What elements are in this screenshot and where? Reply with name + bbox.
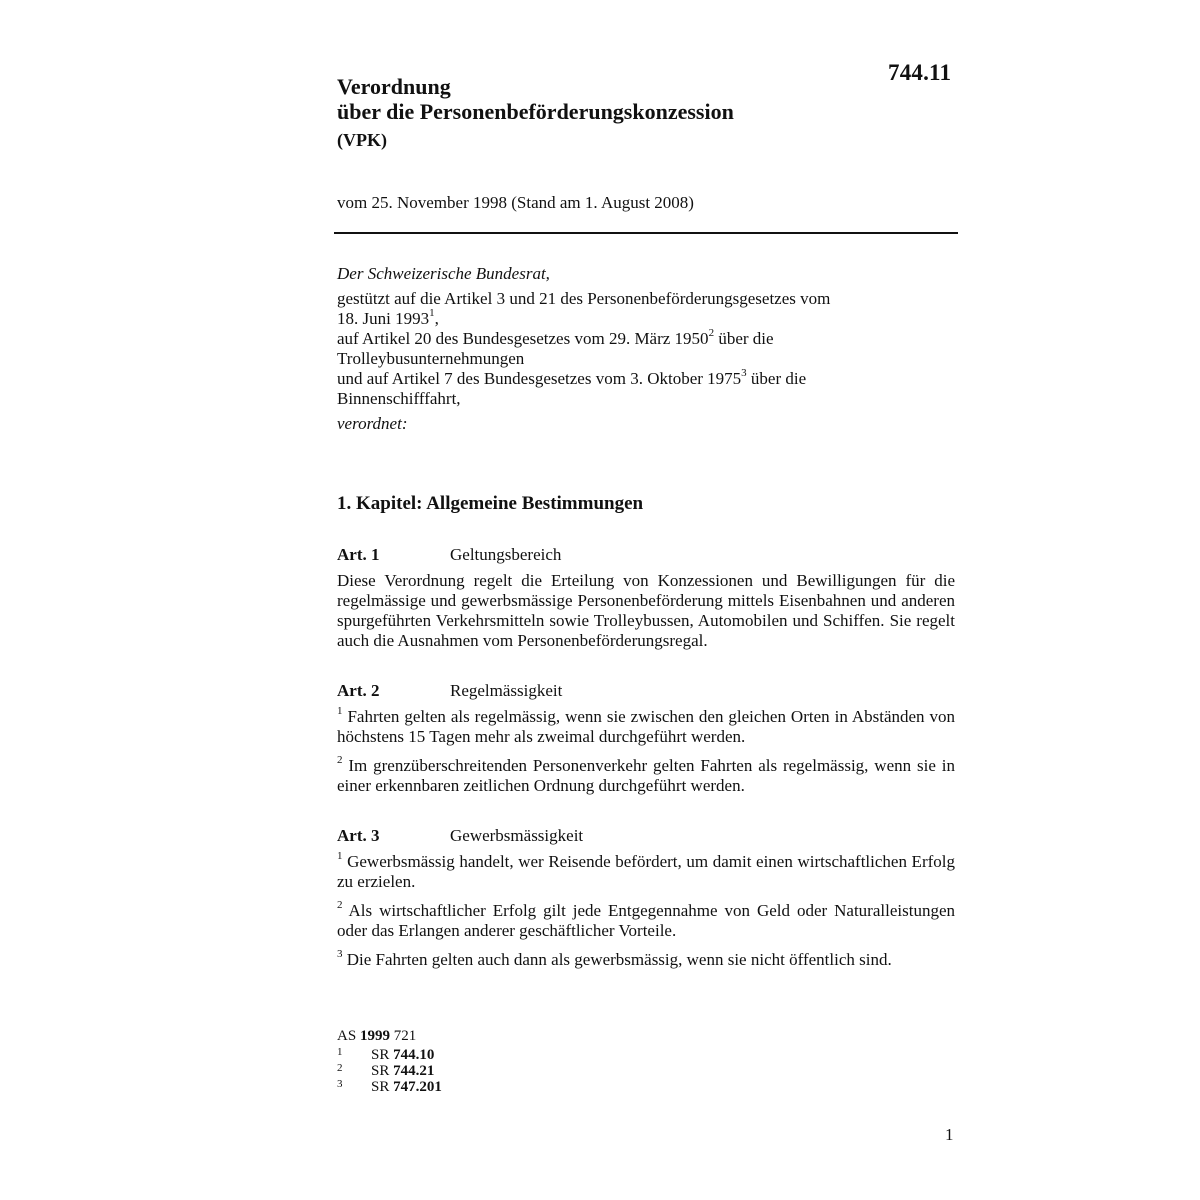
footnote-ref[interactable]: 747.201 [393, 1079, 442, 1095]
chapter-heading: 1. Kapitel: Allgemeine Bestimmungen [337, 493, 644, 514]
preamble-decree: verordnet: [337, 414, 408, 433]
paragraph-text: Im grenzüberschreitenden Personenverkehr gelten Fahrten als regelmässig, wenn sie in einer erkennbaren zeitlichen Ordnung durchgeführt werden. [337, 756, 955, 795]
preamble-basis-2-line-a [337, 329, 957, 349]
header-divider [334, 232, 958, 234]
article-paragraph [337, 571, 955, 651]
preamble-basis-2-text: auf Artikel 20 des Bundesgesetzes vom 29. März 1950 [337, 329, 709, 348]
paragraph-text: Die Fahrten gelten auch dann als gewerbsmässig, wenn sie nicht öffentlich sind. [342, 950, 892, 969]
preamble-basis-2-tail: über die [714, 329, 774, 348]
article-3 [337, 826, 955, 979]
preamble-basis-3 [337, 369, 957, 409]
paragraph-number: 2 [337, 899, 343, 912]
source-reference [337, 1028, 416, 1045]
article-number: Art. 2 [337, 681, 380, 700]
preamble-basis-3-line-b: Binnenschifffahrt, [337, 389, 461, 408]
preamble-basis-2 [337, 329, 957, 369]
footnote-number: 2 [337, 1062, 343, 1074]
source-prefix: AS [337, 1028, 360, 1044]
footnote-number: 3 [337, 1078, 343, 1090]
article-header [337, 826, 955, 846]
article-paragraph [337, 901, 955, 941]
footnote-ref-1[interactable]: 1 [429, 307, 435, 320]
preamble-basis-1-comma: , [434, 309, 439, 328]
date-line: vom 25. November 1998 (Stand am 1. August 2008) [337, 193, 694, 212]
footnote-prefix: SR [371, 1063, 394, 1079]
preamble-basis-1-line-b [337, 309, 957, 329]
article-title: Regelmässigkeit [450, 681, 563, 700]
article-title: Geltungsbereich [450, 545, 562, 564]
footnote-prefix: SR [371, 1047, 394, 1063]
preamble-basis-2-line-b: Trolleybusunternehmungen [337, 349, 525, 368]
article-paragraph [337, 852, 955, 892]
source-page: 721 [389, 1028, 417, 1044]
article-paragraph [337, 950, 955, 970]
footnote-text [371, 1079, 442, 1095]
footnote-text [371, 1063, 434, 1079]
preamble [337, 264, 957, 434]
article-paragraph [337, 756, 955, 796]
paragraph-text: Gewerbsmässig handelt, wer Reisende befördert, um damit einen wirtschaftlichen Erfolg zu erzielen. [337, 852, 955, 891]
preamble-authority: Der Schweizerische Bundesrat, [337, 264, 550, 283]
article-header [337, 545, 955, 565]
article-number: Art. 1 [337, 545, 380, 564]
article-2 [337, 681, 955, 805]
footnotes [337, 1047, 442, 1095]
footnote-number: 1 [337, 1046, 343, 1058]
footnote-ref[interactable]: 744.10 [393, 1047, 435, 1063]
preamble-basis-3-line-a [337, 369, 957, 389]
article-1 [337, 545, 955, 660]
footnote-text [371, 1047, 434, 1063]
paragraph-number: 1 [337, 850, 343, 863]
sr-number: 744.11 [888, 60, 952, 85]
footnote-prefix: SR [371, 1079, 394, 1095]
paragraph-number: 1 [337, 705, 343, 718]
page-number: 1 [945, 1125, 954, 1144]
article-number: Art. 3 [337, 826, 380, 845]
preamble-basis-3-text: und auf Artikel 7 des Bundesgesetzes vom 3. Oktober 1975 [337, 369, 742, 388]
paragraph-text: Diese Verordnung regelt die Erteilung von Konzessionen und Bewilligungen für die regelmässige und gewerbsmässige Personenbeförderung mittels Eisenbahnen und anderen spurgeführten Verkehrsmitteln sowie Trolleybussen, Automobilen und Schiffen. Sie regelt auch die Ausnahmen vom Personenbeförderungsregal. [337, 571, 955, 650]
footnote-3 [337, 1079, 442, 1095]
article-paragraph [337, 707, 955, 747]
document-abbreviation: (VPK) [337, 130, 387, 150]
title-line-1: Verordnung [337, 74, 451, 99]
source-year: 1999 [359, 1028, 390, 1044]
document-title [337, 74, 734, 124]
preamble-basis-3-tail: über die [746, 369, 807, 388]
footnote-ref-3[interactable]: 3 [741, 367, 747, 380]
article-title: Gewerbsmässigkeit [450, 826, 584, 845]
paragraph-number: 3 [337, 948, 343, 961]
article-header [337, 681, 955, 701]
preamble-basis-1-line-a: gestützt auf die Artikel 3 und 21 des Personenbeförderungsgesetzes vom [337, 289, 831, 308]
paragraph-text: Als wirtschaftlicher Erfolg gilt jede Entgegennahme von Geld oder Naturalleistungen oder das Erlangen anderer geschäftlicher Vorteile. [337, 901, 955, 940]
footnote-ref-2[interactable]: 2 [708, 327, 715, 340]
footnote-ref[interactable]: 744.21 [393, 1063, 435, 1079]
paragraph-text: Fahrten gelten als regelmässig, wenn sie zwischen den gleichen Orten in Abständen von höchstens 15 Tagen mehr als zweimal durchgeführt werden. [337, 707, 955, 746]
paragraph-number: 2 [337, 754, 343, 767]
preamble-basis-1 [337, 289, 957, 329]
title-line-2: über die Personenbeförderungskonzession [337, 99, 734, 124]
preamble-basis-1-date: 18. Juni 1993 [337, 309, 430, 328]
